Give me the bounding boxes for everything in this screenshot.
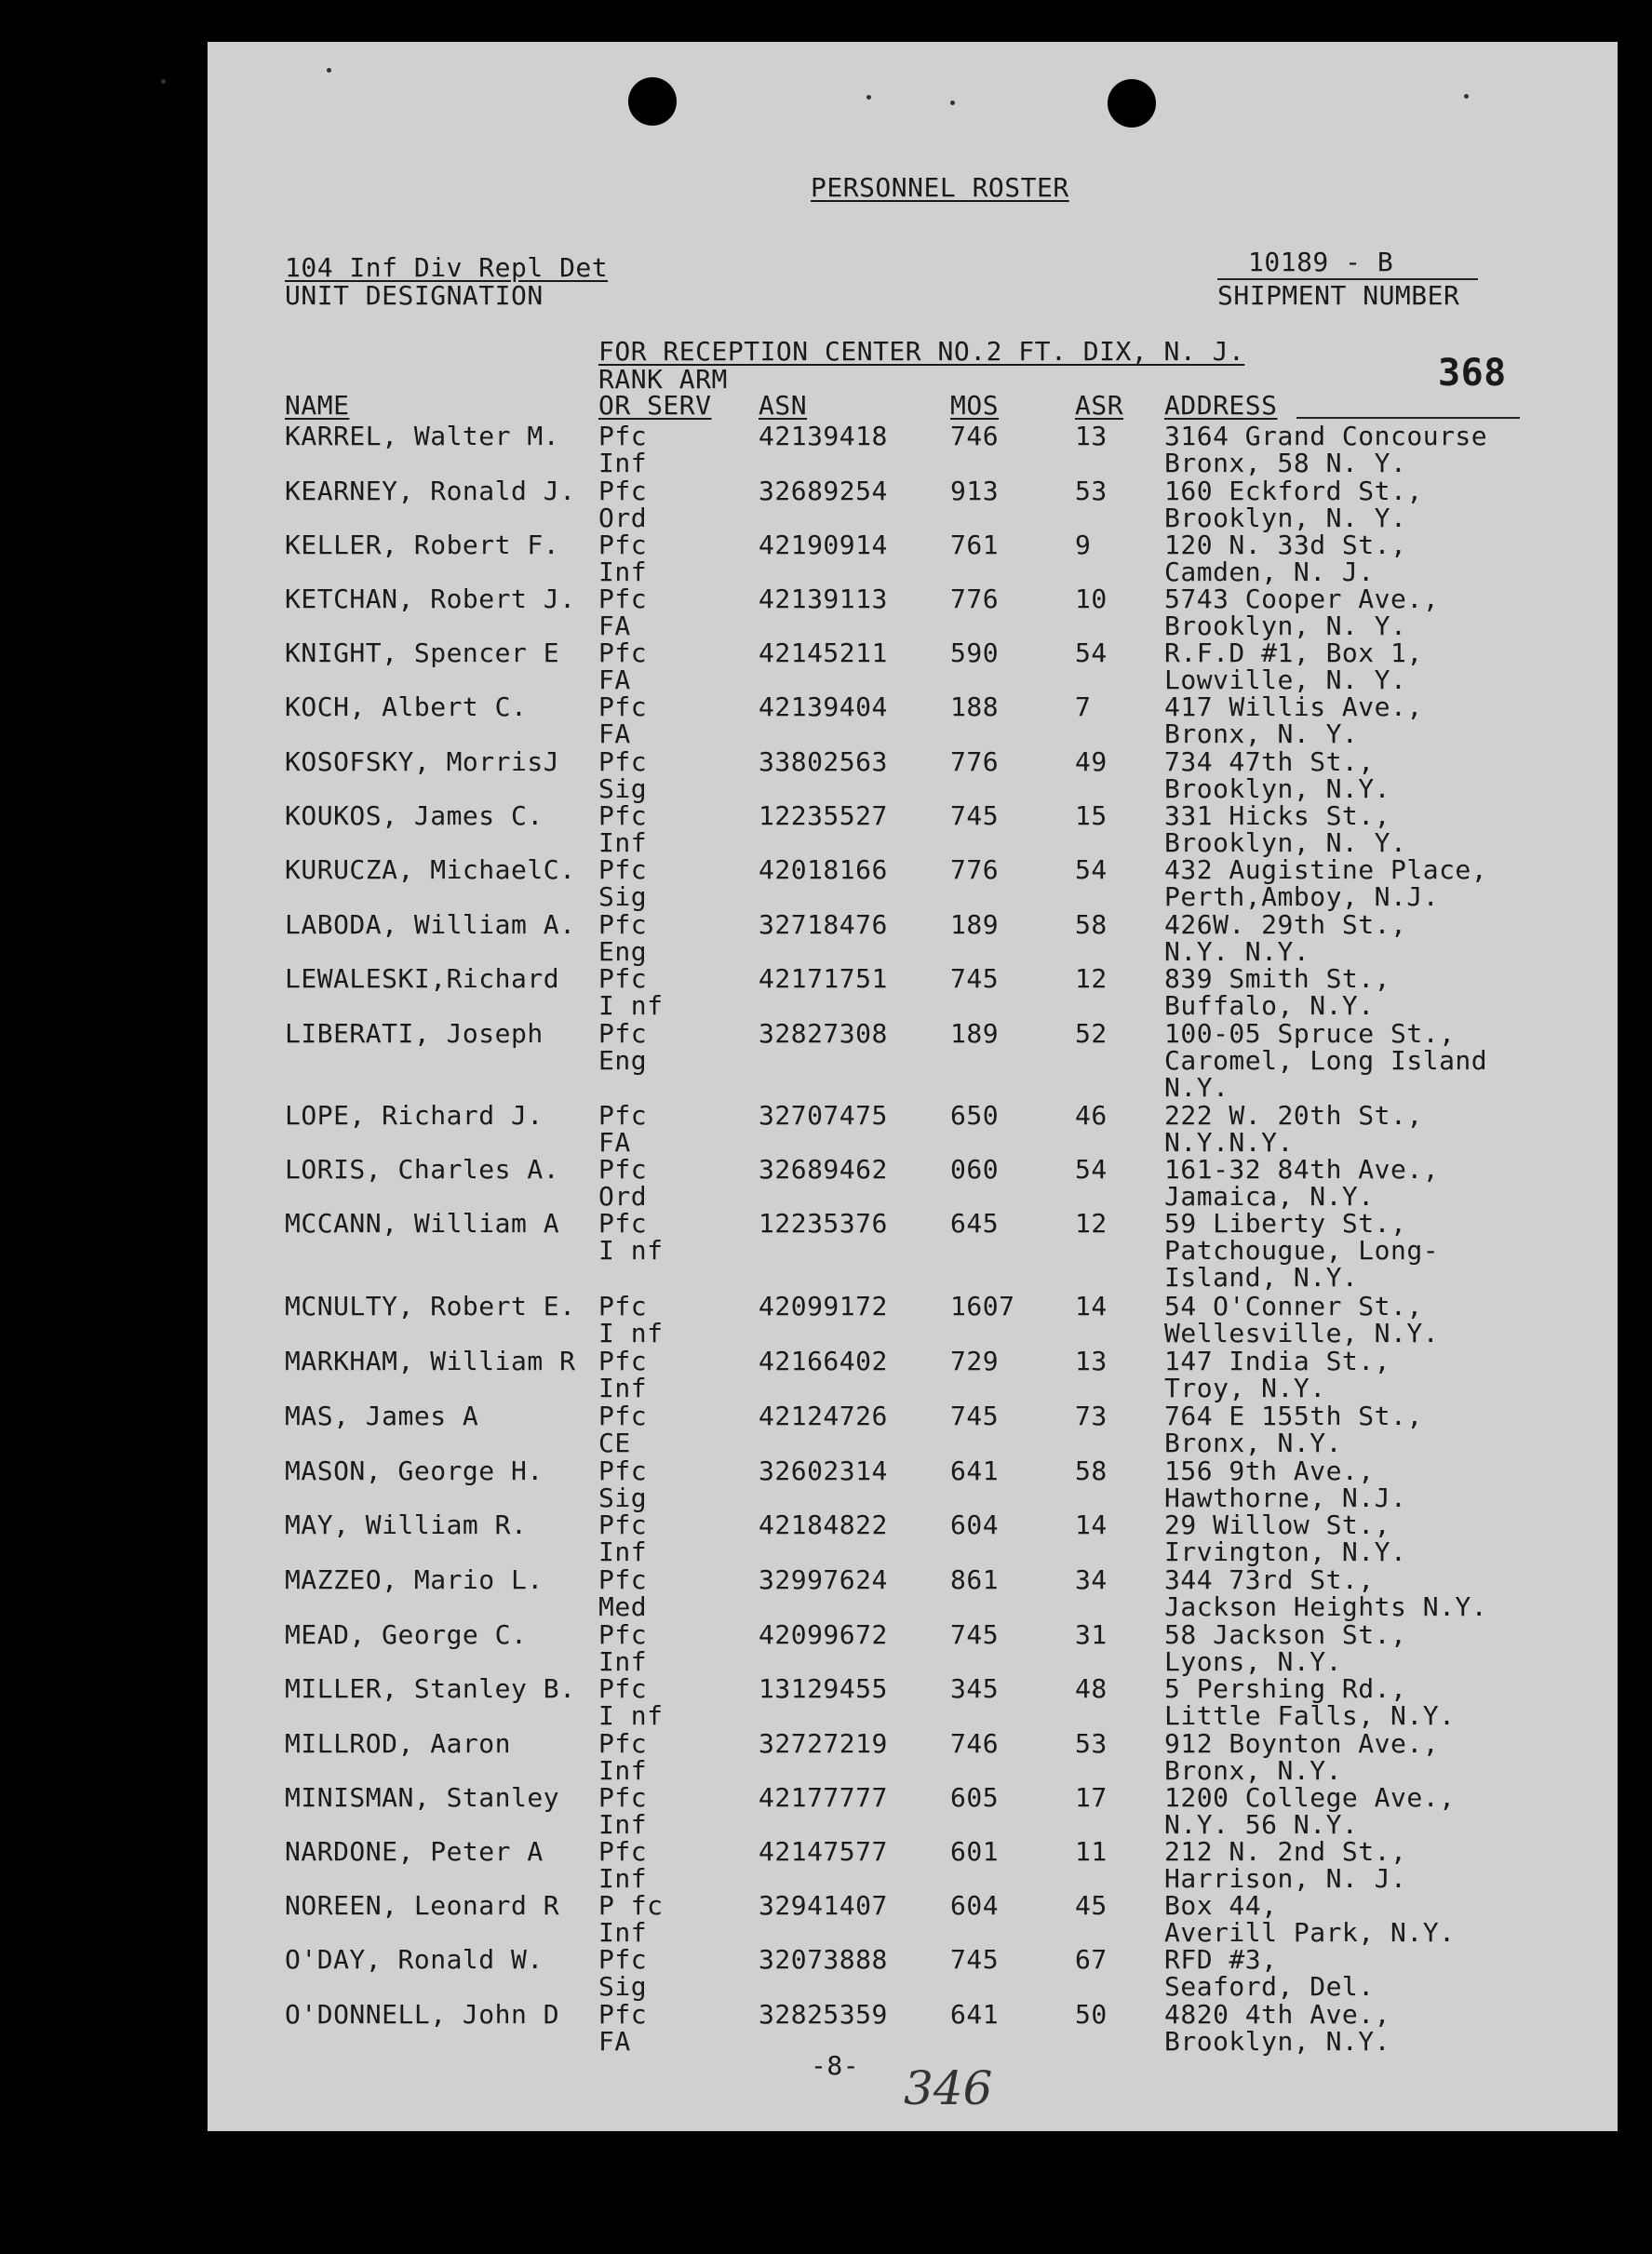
- roster-name: KOUKOS, James C.: [285, 800, 544, 831]
- roster-mos: 345: [950, 1673, 1000, 1704]
- roster-rank: Pfc: [598, 1509, 648, 1540]
- roster-name: KNIGHT, Spencer E: [285, 637, 560, 668]
- roster-address-line2: Little Falls, N.Y.: [1164, 1700, 1456, 1731]
- roster-rank: Pfc: [598, 1456, 648, 1486]
- roster-name: MAZZEO, Mario L.: [285, 1564, 544, 1595]
- roster-mos: 745: [950, 1944, 1000, 1975]
- roster-address-line1: 344 73rd St.,: [1164, 1564, 1375, 1595]
- roster-arm: I nf: [598, 1318, 664, 1348]
- roster-rank: Pfc: [598, 1346, 648, 1376]
- roster-address-line2: N.Y. 56 N.Y.: [1164, 1809, 1359, 1840]
- roster-arm: FA: [598, 2026, 631, 2057]
- roster-arm: Sig: [598, 881, 648, 912]
- roster-arm: FA: [598, 664, 631, 695]
- roster-asr: 53: [1075, 1728, 1108, 1759]
- roster-name: LOPE, Richard J.: [285, 1100, 544, 1131]
- table-row: [208, 1892, 1618, 1946]
- roster-name: KEARNEY, Ronald J.: [285, 476, 576, 506]
- roster-name: MILLROD, Aaron: [285, 1728, 512, 1759]
- roster-rank: Pfc: [598, 1401, 648, 1431]
- roster-mos: 188: [950, 691, 1000, 722]
- roster-asr: 34: [1075, 1564, 1108, 1595]
- roster-mos: 605: [950, 1782, 1000, 1813]
- roster-rank: Pfc: [598, 1619, 648, 1650]
- table-row: [208, 748, 1618, 802]
- roster-address-line2: Bronx, 58 N. Y.: [1164, 448, 1407, 478]
- roster-asn: 12235527: [759, 800, 888, 831]
- roster-arm: I nf: [598, 1235, 664, 1266]
- document-page: [208, 42, 1618, 2131]
- roster-arm: Inf: [598, 1536, 648, 1567]
- roster-rank: Pfc: [598, 584, 648, 614]
- roster-asn: 13129455: [759, 1673, 888, 1704]
- roster-mos: 746: [950, 421, 1000, 451]
- roster-arm: FA: [598, 1127, 631, 1158]
- roster-asn: 42018166: [759, 854, 888, 885]
- table-row: [208, 1018, 1618, 1103]
- roster-rank: Pfc: [598, 637, 648, 668]
- roster-address-line2: Camden, N. J.: [1164, 557, 1375, 587]
- roster-name: LEWALESKI,Richard: [285, 963, 560, 994]
- roster-name: KOSOFSKY, MorrisJ: [285, 746, 560, 777]
- table-row: [208, 1675, 1618, 1729]
- column-header-rank-arm: RANK ARM: [598, 364, 728, 395]
- roster-asn: 42139113: [759, 584, 888, 614]
- roster-title: PERSONNEL ROSTER: [811, 172, 1069, 203]
- roster-mos: 745: [950, 1619, 1000, 1650]
- roster-arm: Inf: [598, 827, 648, 858]
- roster-asn: 42166402: [759, 1346, 888, 1376]
- roster-name: MEAD, George C.: [285, 1619, 528, 1650]
- table-row: [208, 1730, 1618, 1784]
- handwritten-number: 346: [904, 2061, 993, 2115]
- roster-asn: 32727219: [759, 1728, 888, 1759]
- roster-asr: 45: [1075, 1890, 1108, 1921]
- roster-address-line1: 764 E 155th St.,: [1164, 1401, 1423, 1431]
- column-header-mos: MOS: [950, 390, 1000, 421]
- roster-address-line1: 5 Pershing Rd.,: [1164, 1673, 1407, 1704]
- roster-asr: 50: [1075, 1999, 1108, 2030]
- table-row: [208, 2001, 1618, 2055]
- roster-rank: Pfc: [598, 530, 648, 560]
- roster-address-line1: 160 Eckford St.,: [1164, 476, 1423, 506]
- roster-address-line1: 29 Willow St.,: [1164, 1509, 1391, 1540]
- speck: [161, 79, 166, 84]
- roster-arm: Ord: [598, 503, 648, 533]
- roster-rank: Pfc: [598, 1782, 648, 1813]
- roster-name: NOREEN, Leonard R: [285, 1890, 560, 1921]
- roster-address-line2: Jamaica, N.Y.: [1164, 1181, 1375, 1212]
- table-row: [208, 1566, 1618, 1620]
- table-row: [208, 477, 1618, 531]
- roster-asr: 17: [1075, 1782, 1108, 1813]
- page-number: -8-: [811, 2050, 860, 2081]
- roster-address-line1: 58 Jackson St.,: [1164, 1619, 1407, 1650]
- roster-address-line1: 839 Smith St.,: [1164, 963, 1391, 994]
- roster-address-line1: 147 India St.,: [1164, 1346, 1391, 1376]
- roster-arm: CE: [598, 1428, 631, 1458]
- roster-address-line2: Patchougue, Long-: [1164, 1235, 1440, 1266]
- roster-asr: 67: [1075, 1944, 1108, 1975]
- roster-mos: 776: [950, 746, 1000, 777]
- unit-designation-value: 104 Inf Div Repl Det: [285, 252, 609, 283]
- roster-asn: 12235376: [759, 1208, 888, 1239]
- roster-address-line2: Wellesville, N.Y.: [1164, 1318, 1440, 1348]
- roster-asn: 32718476: [759, 909, 888, 940]
- roster-address-line1: 161-32 84th Ave.,: [1164, 1154, 1440, 1185]
- roster-address-line2: Hawthorne, N.J.: [1164, 1483, 1407, 1513]
- roster-asn: 32825359: [759, 1999, 888, 2030]
- address-header-rule: [1296, 417, 1520, 419]
- roster-mos: 601: [950, 1836, 1000, 1867]
- page-stamp-number: 368: [1438, 352, 1507, 395]
- column-header-or-serv: OR SERV: [598, 390, 712, 421]
- roster-address-line2: Buffalo, N.Y.: [1164, 990, 1375, 1021]
- roster-asn: 32941407: [759, 1890, 888, 1921]
- roster-rank: Pfc: [598, 1018, 648, 1049]
- roster-address-line2: Brooklyn, N. Y.: [1164, 503, 1407, 533]
- roster-mos: 746: [950, 1728, 1000, 1759]
- roster-address-line2: Lyons, N.Y.: [1164, 1646, 1342, 1677]
- roster-asr: 13: [1075, 421, 1108, 451]
- roster-address-line1: 156 9th Ave.,: [1164, 1456, 1375, 1486]
- speck: [950, 101, 955, 105]
- roster-address-line2: Bronx, N.Y.: [1164, 1428, 1342, 1458]
- roster-rank: Pfc: [598, 963, 648, 994]
- roster-address-line2: N.Y.N.Y.: [1164, 1127, 1294, 1158]
- reception-center: FOR RECEPTION CENTER NO.2 FT. DIX, N. J.: [598, 336, 1245, 367]
- roster-rank: Pfc: [598, 1836, 648, 1867]
- table-row: [208, 585, 1618, 639]
- roster-asr: 14: [1075, 1509, 1108, 1540]
- roster-arm: Inf: [598, 1373, 648, 1403]
- roster-rank: Pfc: [598, 1728, 648, 1759]
- roster-rank: Pfc: [598, 746, 648, 777]
- punch-hole-left: [628, 77, 677, 126]
- roster-asr: 49: [1075, 746, 1108, 777]
- roster-asn: 42139418: [759, 421, 888, 451]
- speck: [1464, 94, 1469, 99]
- roster-arm: FA: [598, 718, 631, 749]
- shipment-number-label: SHIPMENT NUMBER: [1217, 280, 1460, 311]
- roster-address-line1: 54 O'Conner St.,: [1164, 1291, 1423, 1322]
- roster-arm: Sig: [598, 1971, 648, 2002]
- roster-arm: Inf: [598, 448, 648, 478]
- column-header-address: ADDRESS: [1164, 390, 1278, 421]
- roster-arm: Inf: [598, 1863, 648, 1894]
- roster-address-line1: 120 N. 33d St.,: [1164, 530, 1407, 560]
- roster-address-line2: Seaford, Del.: [1164, 1971, 1375, 2002]
- roster-mos: 729: [950, 1346, 1000, 1376]
- roster-address-line1: 212 N. 2nd St.,: [1164, 1836, 1407, 1867]
- punch-hole-right: [1108, 79, 1156, 127]
- roster-arm: Inf: [598, 1917, 648, 1948]
- roster-address-line1: Box 44,: [1164, 1890, 1278, 1921]
- roster-name: MARKHAM, William R: [285, 1346, 576, 1376]
- roster-arm: Inf: [598, 557, 648, 587]
- roster-address-line2: Averill Park, N.Y.: [1164, 1917, 1456, 1948]
- roster-mos: 776: [950, 854, 1000, 885]
- roster-rank: Pfc: [598, 1564, 648, 1595]
- roster-rank: Pfc: [598, 1944, 648, 1975]
- table-row: [208, 1946, 1618, 2000]
- table-row: [208, 965, 1618, 1019]
- roster-mos: 745: [950, 963, 1000, 994]
- roster-rank: Pfc: [598, 854, 648, 885]
- roster-asn: 32827308: [759, 1018, 888, 1049]
- table-row: [208, 693, 1618, 747]
- roster-rank: Pfc: [598, 1154, 648, 1185]
- roster-arm: FA: [598, 610, 631, 641]
- roster-asr: 54: [1075, 1154, 1108, 1185]
- column-header-asr: ASR: [1075, 390, 1124, 421]
- roster-mos: 189: [950, 909, 1000, 940]
- roster-rank: Pfc: [598, 800, 648, 831]
- roster-address-line2: Jackson Heights N.Y.: [1164, 1591, 1488, 1622]
- roster-name: LORIS, Charles A.: [285, 1154, 560, 1185]
- roster-name: KETCHAN, Robert J.: [285, 584, 576, 614]
- roster-name: NARDONE, Peter A: [285, 1836, 544, 1867]
- roster-mos: 913: [950, 476, 1000, 506]
- roster-asr: 58: [1075, 909, 1108, 940]
- roster-address-line3: N.Y.: [1164, 1072, 1229, 1103]
- table-row: [208, 1102, 1618, 1156]
- roster-name: LABODA, William A.: [285, 909, 576, 940]
- roster-address-line1: 432 Augistine Place,: [1164, 854, 1488, 885]
- table-row: [208, 856, 1618, 910]
- roster-name: LIBERATI, Joseph: [285, 1018, 544, 1049]
- roster-arm: Inf: [598, 1646, 648, 1677]
- roster-address-line2: Brooklyn, N.Y.: [1164, 2026, 1391, 2057]
- roster-name: MAY, William R.: [285, 1509, 528, 1540]
- roster-mos: 189: [950, 1018, 1000, 1049]
- roster-name: O'DONNELL, John D: [285, 1999, 560, 2030]
- roster-asr: 9: [1075, 530, 1092, 560]
- roster-name: MINISMAN, Stanley: [285, 1782, 560, 1813]
- roster-asr: 54: [1075, 637, 1108, 668]
- roster-name: MILLER, Stanley B.: [285, 1673, 576, 1704]
- roster-asr: 15: [1075, 800, 1108, 831]
- roster-arm: Inf: [598, 1809, 648, 1840]
- roster-mos: 1607: [950, 1291, 1015, 1322]
- roster-asn: 32602314: [759, 1456, 888, 1486]
- roster-asn: 42145211: [759, 637, 888, 668]
- roster-arm: Ord: [598, 1181, 648, 1212]
- roster-address-line2: Brooklyn, N. Y.: [1164, 827, 1407, 858]
- table-row: [208, 1838, 1618, 1892]
- roster-address-line1: RFD #3,: [1164, 1944, 1278, 1975]
- roster-mos: 650: [950, 1100, 1000, 1131]
- roster-asr: 12: [1075, 1208, 1108, 1239]
- roster-address-line2: Brooklyn, N. Y.: [1164, 610, 1407, 641]
- roster-address-line1: 5743 Cooper Ave.,: [1164, 584, 1440, 614]
- roster-name: MCNULTY, Robert E.: [285, 1291, 576, 1322]
- roster-address-line1: 4820 4th Ave.,: [1164, 1999, 1391, 2030]
- roster-asn: 42099172: [759, 1291, 888, 1322]
- roster-arm: Eng: [598, 1045, 648, 1076]
- speck: [866, 95, 871, 100]
- roster-address-line2: Troy, N.Y.: [1164, 1373, 1326, 1403]
- roster-name: KOCH, Albert C.: [285, 691, 528, 722]
- table-row: [208, 1784, 1618, 1838]
- column-header-asn: ASN: [759, 390, 808, 421]
- speck: [327, 68, 331, 73]
- roster-arm: I nf: [598, 1700, 664, 1731]
- roster-rank: Pfc: [598, 691, 648, 722]
- roster-rank: Pfc: [598, 421, 648, 451]
- roster-arm: Med: [598, 1591, 648, 1622]
- roster-mos: 590: [950, 637, 1000, 668]
- table-row: [208, 1156, 1618, 1210]
- roster-asr: 10: [1075, 584, 1108, 614]
- roster-mos: 060: [950, 1154, 1000, 1185]
- roster-asr: 52: [1075, 1018, 1108, 1049]
- roster-asn: 42190914: [759, 530, 888, 560]
- roster-name: KURUCZA, MichaelC.: [285, 854, 576, 885]
- roster-address-line1: 222 W. 20th St.,: [1164, 1100, 1423, 1131]
- shipment-number-value: 10189 - B: [1248, 247, 1394, 277]
- roster-address-line2: Irvington, N.Y.: [1164, 1536, 1407, 1567]
- roster-address-line1: 331 Hicks St.,: [1164, 800, 1391, 831]
- roster-asn: 32707475: [759, 1100, 888, 1131]
- roster-address-line1: R.F.D #1, Box 1,: [1164, 637, 1423, 668]
- table-row: [208, 1293, 1618, 1347]
- roster-address-line2: Caromel, Long Island: [1164, 1045, 1488, 1076]
- roster-address-line1: 417 Willis Ave.,: [1164, 691, 1423, 722]
- roster-asr: 13: [1075, 1346, 1108, 1376]
- roster-address-line2: N.Y. N.Y.: [1164, 936, 1310, 967]
- table-row: [208, 1621, 1618, 1675]
- table-row: [208, 531, 1618, 585]
- roster-address-line1: 3164 Grand Concourse: [1164, 421, 1488, 451]
- roster-asn: 32689462: [759, 1154, 888, 1185]
- table-row: [208, 1457, 1618, 1511]
- table-row: [208, 802, 1618, 856]
- roster-asr: 73: [1075, 1401, 1108, 1431]
- roster-asn: 42147577: [759, 1836, 888, 1867]
- column-header-name: NAME: [285, 390, 350, 421]
- roster-mos: 761: [950, 530, 1000, 560]
- roster-asr: 12: [1075, 963, 1108, 994]
- roster-address-line2: Brooklyn, N.Y.: [1164, 773, 1391, 804]
- roster-asn: 33802563: [759, 746, 888, 777]
- roster-mos: 745: [950, 1401, 1000, 1431]
- roster-arm: Sig: [598, 773, 648, 804]
- roster-asr: 53: [1075, 476, 1108, 506]
- roster-asn: 32073888: [759, 1944, 888, 1975]
- roster-name: KARREL, Walter M.: [285, 421, 560, 451]
- roster-arm: Sig: [598, 1483, 648, 1513]
- roster-asr: 11: [1075, 1836, 1108, 1867]
- roster-asn: 32689254: [759, 476, 888, 506]
- roster-address-line1: 59 Liberty St.,: [1164, 1208, 1407, 1239]
- table-row: [208, 639, 1618, 693]
- roster-asn: 32997624: [759, 1564, 888, 1595]
- roster-rank: Pfc: [598, 1673, 648, 1704]
- roster-rank: Pfc: [598, 909, 648, 940]
- roster-asn: 42184822: [759, 1509, 888, 1540]
- roster-mos: 641: [950, 1999, 1000, 2030]
- roster-name: MAS, James A: [285, 1401, 479, 1431]
- roster-address-line2: Bronx, N.Y.: [1164, 1755, 1342, 1786]
- table-row: [208, 1402, 1618, 1456]
- roster-mos: 645: [950, 1208, 1000, 1239]
- roster-address-line3: Island, N.Y.: [1164, 1262, 1359, 1293]
- table-row: [208, 1208, 1618, 1293]
- roster-rank: P fc: [598, 1890, 664, 1921]
- roster-asn: 42171751: [759, 963, 888, 994]
- roster-mos: 776: [950, 584, 1000, 614]
- roster-rank: Pfc: [598, 1291, 648, 1322]
- table-row: [208, 1511, 1618, 1565]
- roster-rank: Pfc: [598, 1100, 648, 1131]
- table-row: [208, 1348, 1618, 1402]
- roster-asn: 42139404: [759, 691, 888, 722]
- roster-asr: 14: [1075, 1291, 1108, 1322]
- roster-asr: 58: [1075, 1456, 1108, 1486]
- roster-address-line1: 734 47th St.,: [1164, 746, 1375, 777]
- roster-address-line2: Lowville, N. Y.: [1164, 664, 1407, 695]
- roster-asn: 42124726: [759, 1401, 888, 1431]
- roster-address-line2: Bronx, N. Y.: [1164, 718, 1359, 749]
- roster-name: KELLER, Robert F.: [285, 530, 560, 560]
- roster-address-line1: 912 Boynton Ave.,: [1164, 1728, 1440, 1759]
- roster-name: MCCANN, William A: [285, 1208, 560, 1239]
- roster-mos: 641: [950, 1456, 1000, 1486]
- roster-asr: 46: [1075, 1100, 1108, 1131]
- roster-address-line1: 426W. 29th St.,: [1164, 909, 1407, 940]
- roster-rank: Pfc: [598, 1208, 648, 1239]
- roster-asn: 42099672: [759, 1619, 888, 1650]
- table-row: [208, 423, 1618, 476]
- roster-arm: Eng: [598, 936, 648, 967]
- roster-mos: 745: [950, 800, 1000, 831]
- roster-name: O'DAY, Ronald W.: [285, 1944, 544, 1975]
- roster-asn: 42177777: [759, 1782, 888, 1813]
- roster-mos: 604: [950, 1509, 1000, 1540]
- roster-name: MASON, George H.: [285, 1456, 544, 1486]
- roster-arm: Inf: [598, 1755, 648, 1786]
- roster-mos: 604: [950, 1890, 1000, 1921]
- roster-asr: 31: [1075, 1619, 1108, 1650]
- roster-address-line2: Harrison, N. J.: [1164, 1863, 1407, 1894]
- roster-asr: 48: [1075, 1673, 1108, 1704]
- roster-arm: I nf: [598, 990, 664, 1021]
- roster-rank: Pfc: [598, 1999, 648, 2030]
- roster-address-line1: 100-05 Spruce St.,: [1164, 1018, 1456, 1049]
- unit-designation-label: UNIT DESIGNATION: [285, 280, 544, 311]
- roster-asr: 54: [1075, 854, 1108, 885]
- roster-address-line2: Perth,Amboy, N.J.: [1164, 881, 1440, 912]
- roster-asr: 7: [1075, 691, 1092, 722]
- roster-mos: 861: [950, 1564, 1000, 1595]
- roster-rank: Pfc: [598, 476, 648, 506]
- table-row: [208, 911, 1618, 965]
- roster-address-line1: 1200 College Ave.,: [1164, 1782, 1456, 1813]
